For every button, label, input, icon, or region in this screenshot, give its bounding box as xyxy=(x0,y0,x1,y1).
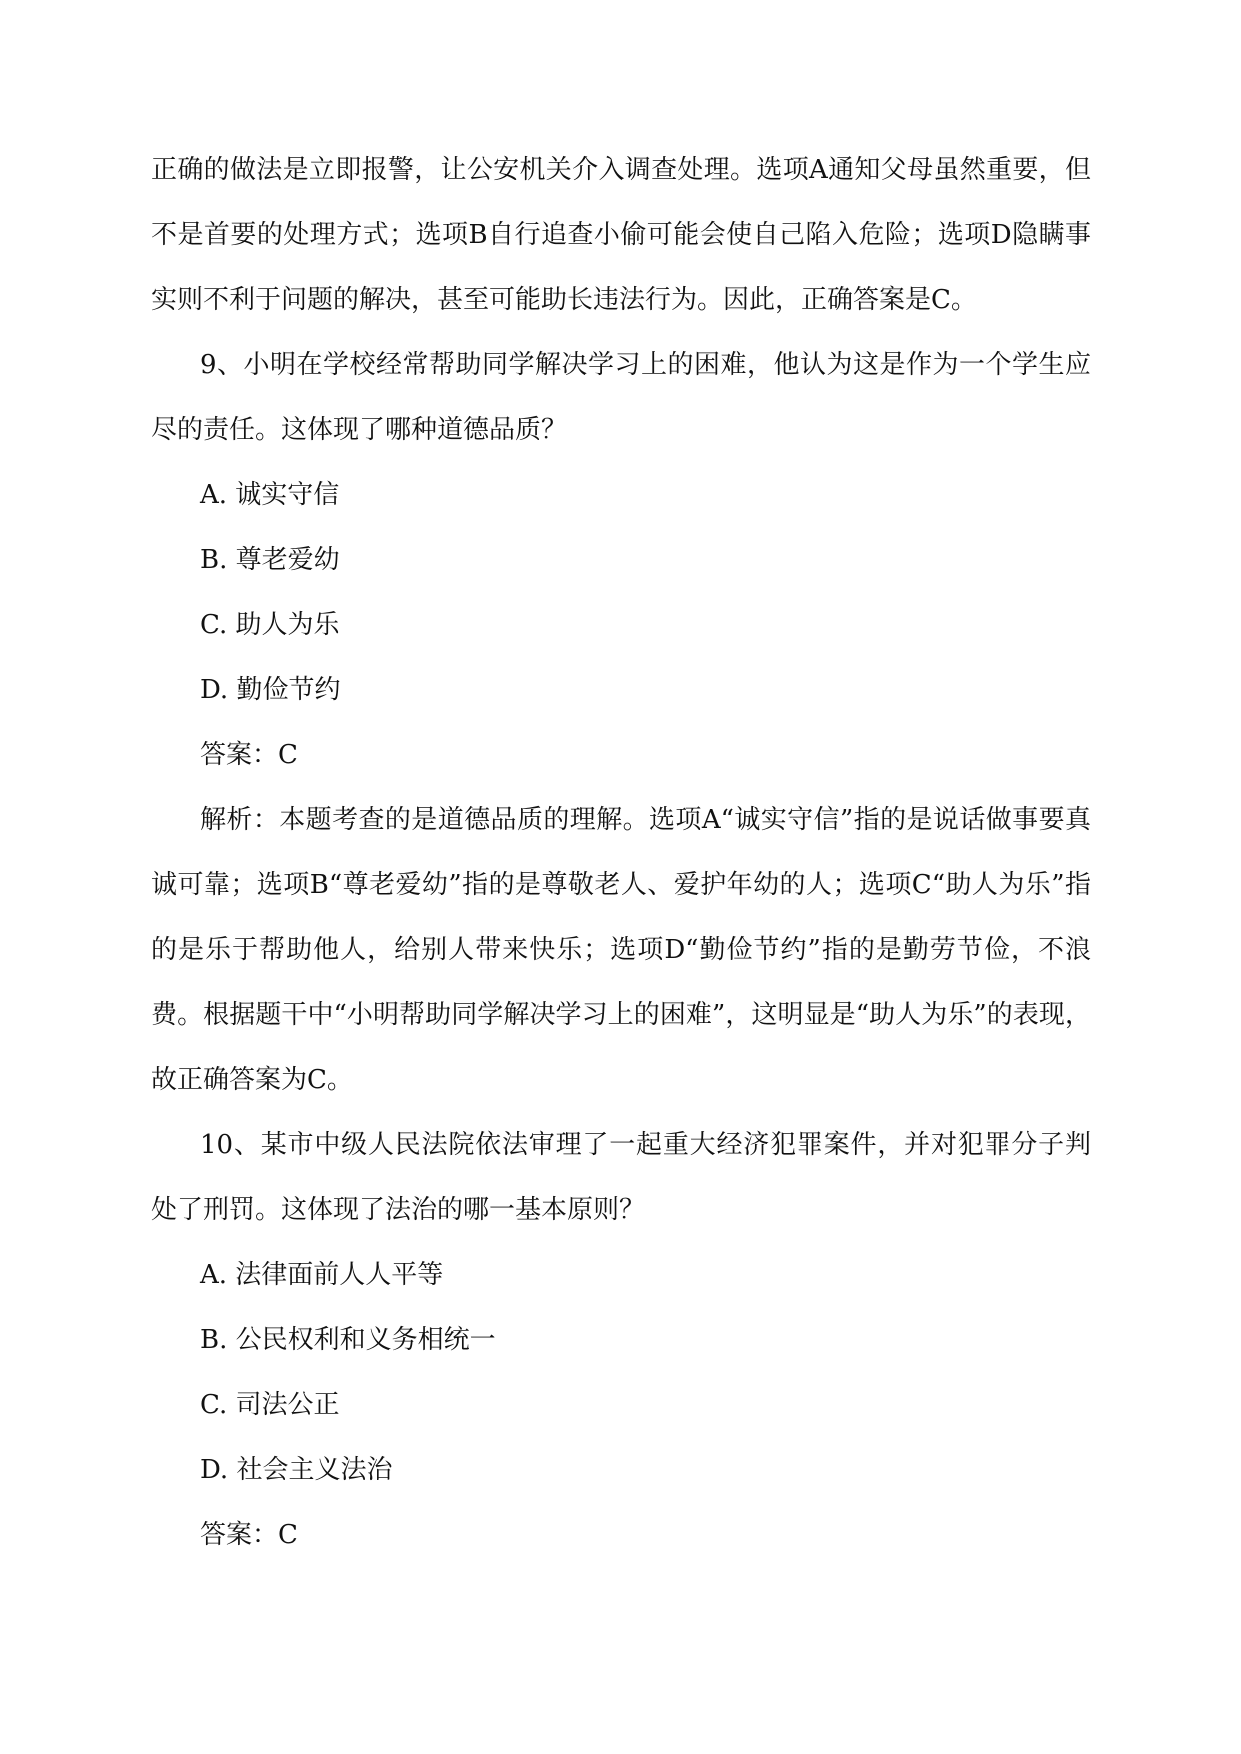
answer-line: 答案：C xyxy=(200,740,298,770)
option-d: D. 社会主义法治 xyxy=(200,1455,393,1485)
question-stem: 9、小明在学校经常帮助同学解决学习上的困难，他认为这是作为一个学生应尽的责任。这体现了哪种道德品质？ xyxy=(151,350,1091,445)
option-a: A. 法律面前人人平等 xyxy=(200,1260,444,1290)
document-body xyxy=(151,138,1091,1568)
previous-analysis-continuation: 正确的做法是立即报警，让公安机关介入调查处理。选项A通知父母虽然重要，但不是首要的处理方式；选项B自行追查小偷可能会使自己陷入危险；选项D隐瞒事实则不利于问题的解决，甚至可能助长违法行为。因此，正确答案是C。 xyxy=(151,155,1091,315)
option-c: C. 助人为乐 xyxy=(200,610,340,640)
option-b: B. 公民权利和义务相统一 xyxy=(200,1325,496,1355)
question-9 xyxy=(151,333,1091,1113)
question-stem: 10、某市中级人民法院依法审理了一起重大经济犯罪案件，并对犯罪分子判处了刑罚。这体现了法治的哪一基本原则？ xyxy=(151,1130,1091,1225)
question-10 xyxy=(151,1113,1091,1568)
option-a: A. 诚实守信 xyxy=(200,480,340,510)
option-b: B. 尊老爱幼 xyxy=(200,545,340,575)
option-c: C. 司法公正 xyxy=(200,1390,340,1420)
analysis-paragraph: 解析：本题考查的是道德品质的理解。选项A“诚实守信”指的是说话做事要真诚可靠；选项B“尊老爱幼”指的是尊敬老人、爱护年幼的人；选项C“助人为乐”指的是乐于帮助他人，给别人带来快乐；选项D“勤俭节约”指的是勤劳节俭，不浪费。根据题干中“小明帮助同学解决学习上的困难”，这明显是“助人为乐”的表现，故正确答案为C。 xyxy=(151,805,1091,1095)
option-d: D. 勤俭节约 xyxy=(200,675,341,705)
answer-line: 答案：C xyxy=(200,1520,298,1550)
